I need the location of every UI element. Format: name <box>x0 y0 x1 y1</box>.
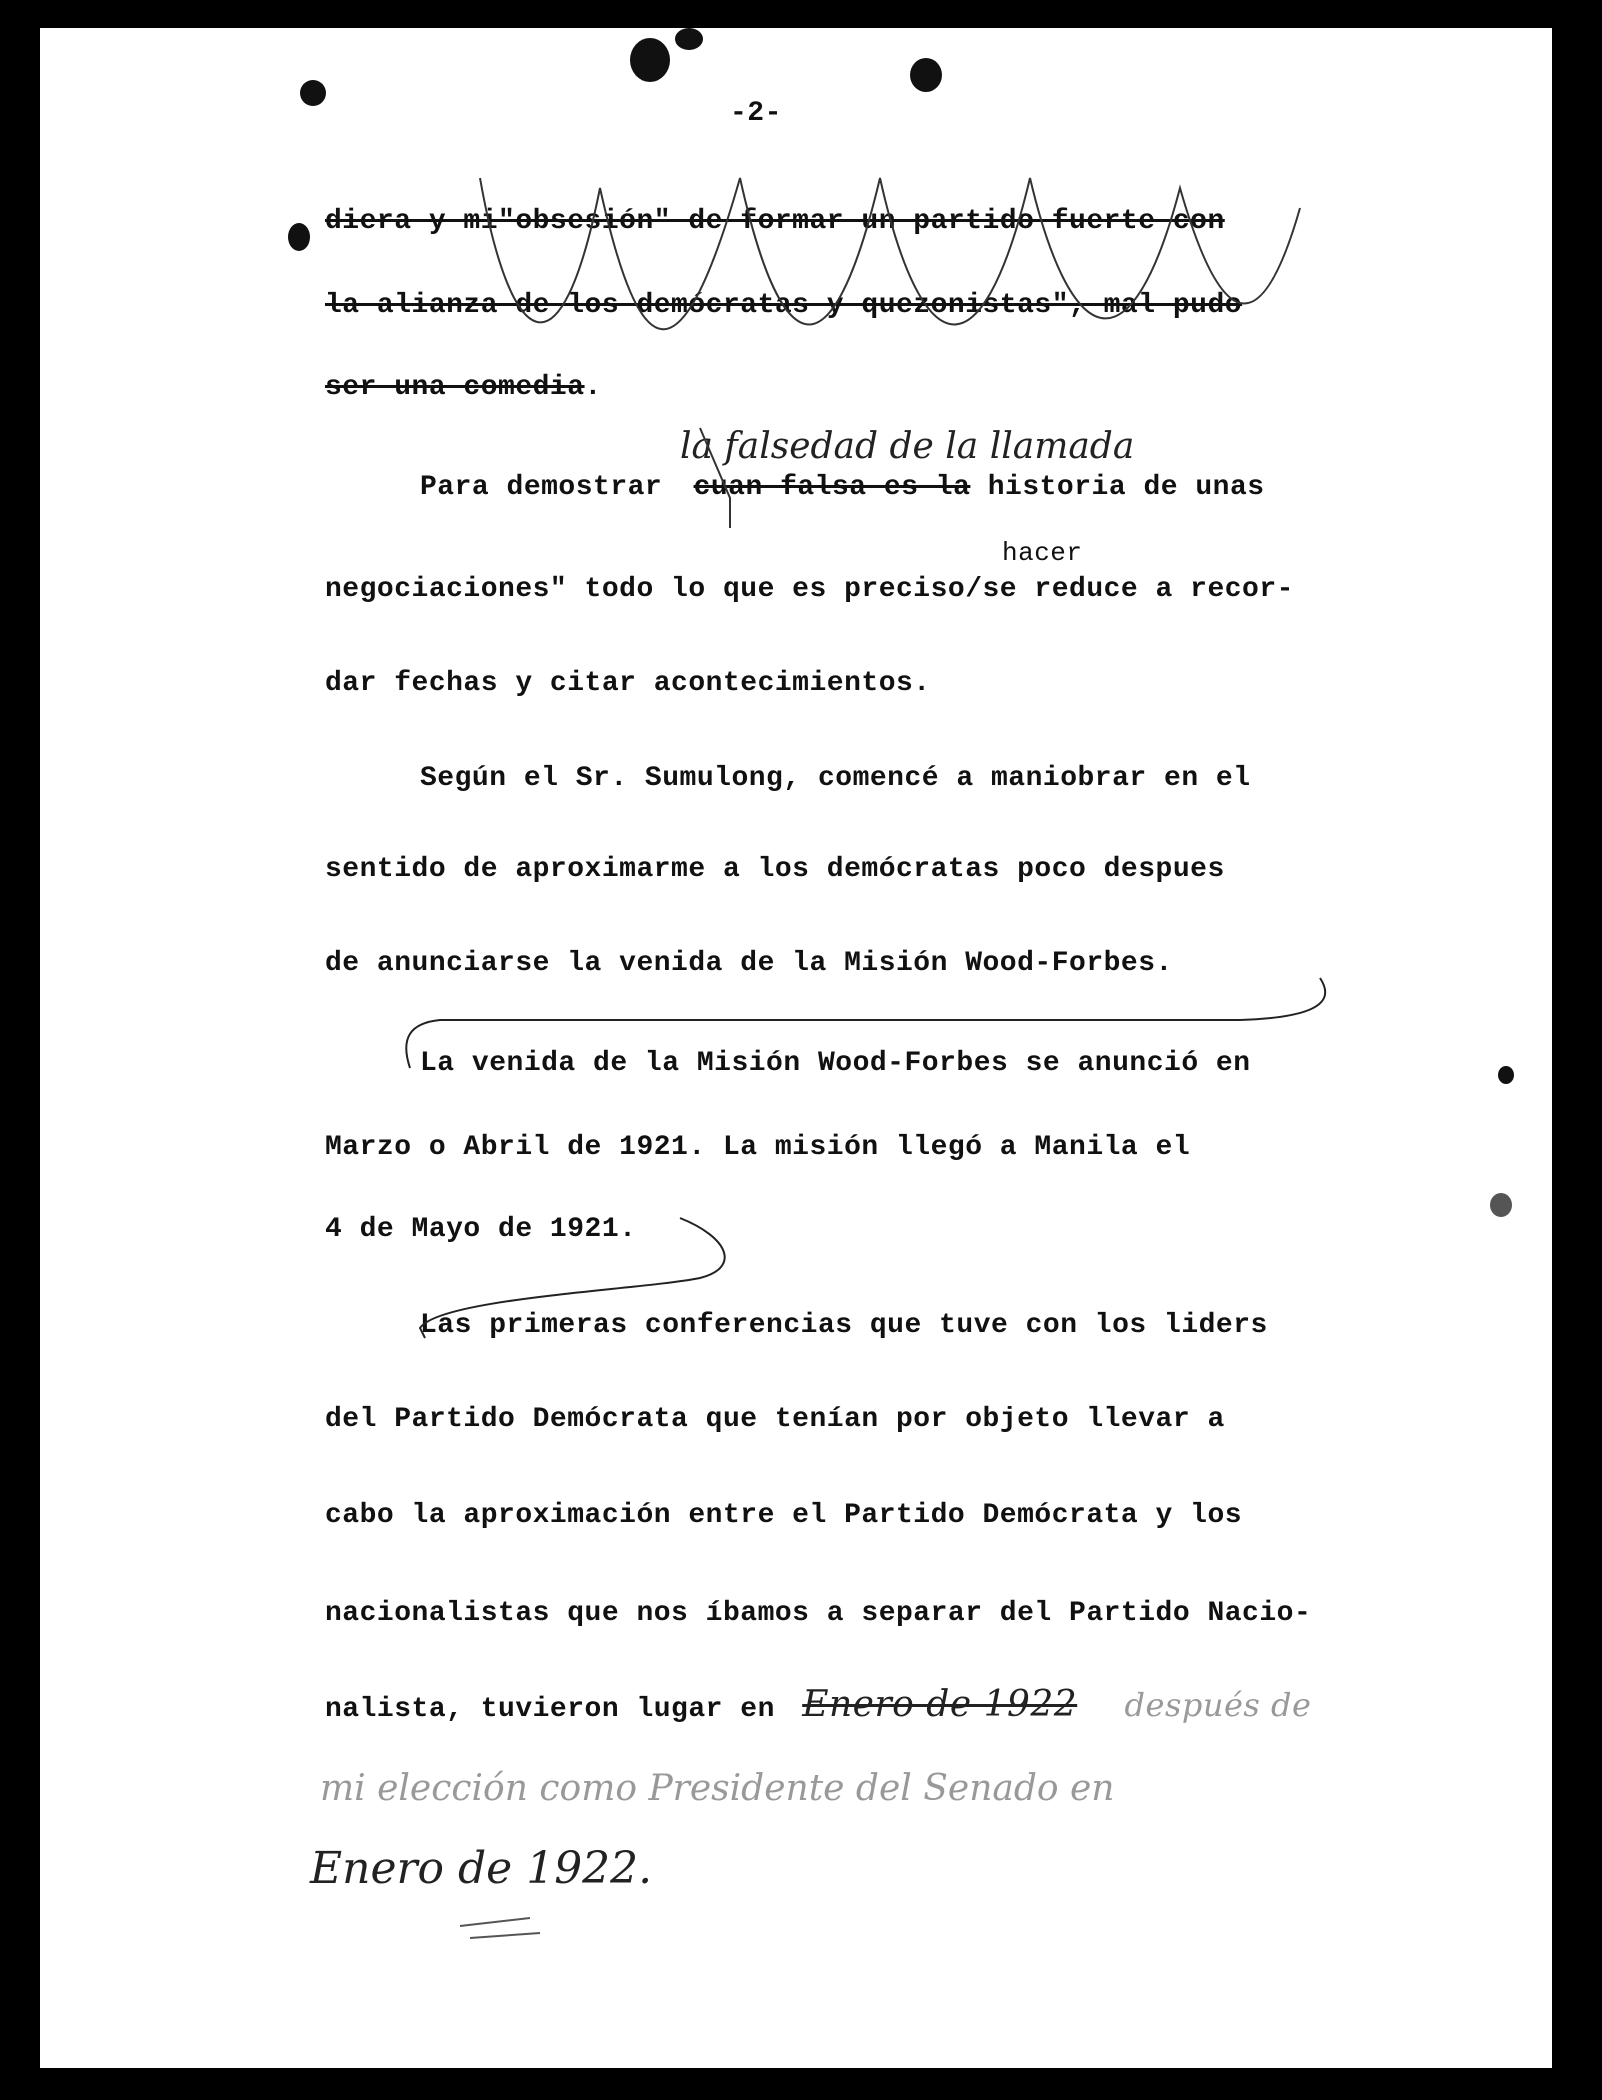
scribble-loops <box>480 178 1300 329</box>
ink-blot <box>288 223 310 251</box>
p2-line1-struck: cuan falsa es la <box>693 472 971 503</box>
p2-line3: dar fechas y citar acontecimientos. <box>325 668 931 699</box>
insert-hacer: hacer <box>1002 538 1083 568</box>
p2-line1-b: historia de unas <box>987 472 1265 503</box>
p4-line3: 4 de Mayo de 1921. <box>325 1214 637 1245</box>
p1-line1: diera y mi"obsesión" de formar un partido fuerte con <box>325 206 1225 237</box>
p1-line3-struck: ser una comedia <box>325 372 585 403</box>
p2-line1-a: Para demostrar <box>420 472 663 503</box>
page-number: -2- <box>730 98 782 129</box>
ink-blot <box>630 38 670 82</box>
p4-line2: Marzo o Abril de 1921. La misión llegó a Manila el <box>325 1132 1191 1163</box>
handwritten-insertion-falsedad: la falsedad de la llamada <box>680 426 1135 467</box>
p5-line5-a: nalista, tuvieron lugar en <box>325 1694 775 1725</box>
bracket-open-p5 <box>420 1218 725 1338</box>
insertion-caret <box>700 428 730 528</box>
p3-line2: sentido de aproximarme a los demócratas poco despues <box>325 854 1225 885</box>
bracket-open-p4 <box>406 978 1325 1068</box>
p3-line3: de anunciarse la venida de la Misión Wood-Forbes. <box>325 948 1173 979</box>
p5-line5-hand: después de <box>1124 1686 1312 1724</box>
p5-line2: del Partido Demócrata que tenían por objeto llevar a <box>325 1404 1225 1435</box>
ink-blot <box>675 28 703 50</box>
handwritten-scribble-bottom <box>460 1918 540 1938</box>
ink-blot <box>910 58 942 92</box>
pen-marks <box>40 28 1552 2068</box>
p5-line3: cabo la aproximación entre el Partido Demócrata y los <box>325 1500 1243 1531</box>
ink-blot <box>1490 1193 1512 1217</box>
handwritten-line1: mi elección como Presidente del Senado en <box>320 1768 1115 1809</box>
ink-blot <box>1498 1066 1514 1084</box>
p1-line3-period: . <box>584 372 602 403</box>
p5-line5-struck-hand: Enero de 1922 <box>802 1684 1078 1725</box>
p3-line1: Según el Sr. Sumulong, comencé a maniobrar en el <box>420 763 1251 794</box>
handwritten-line2: Enero de 1922. <box>310 1843 653 1894</box>
p1-line2: la alianza de los demócratas y quezonistas", mal pudo <box>325 290 1243 321</box>
document-page <box>40 28 1552 2068</box>
p5-line4: nacionalistas que nos íbamos a separar del Partido Nacio- <box>325 1598 1312 1629</box>
ink-blot <box>300 80 326 106</box>
p5-line1: Las primeras conferencias que tuve con los liders <box>420 1310 1268 1341</box>
p4-line1: La venida de la Misión Wood-Forbes se anunció en <box>420 1048 1251 1079</box>
p2-line2: negociaciones" todo lo que es preciso/se reduce a recor- <box>325 574 1294 605</box>
